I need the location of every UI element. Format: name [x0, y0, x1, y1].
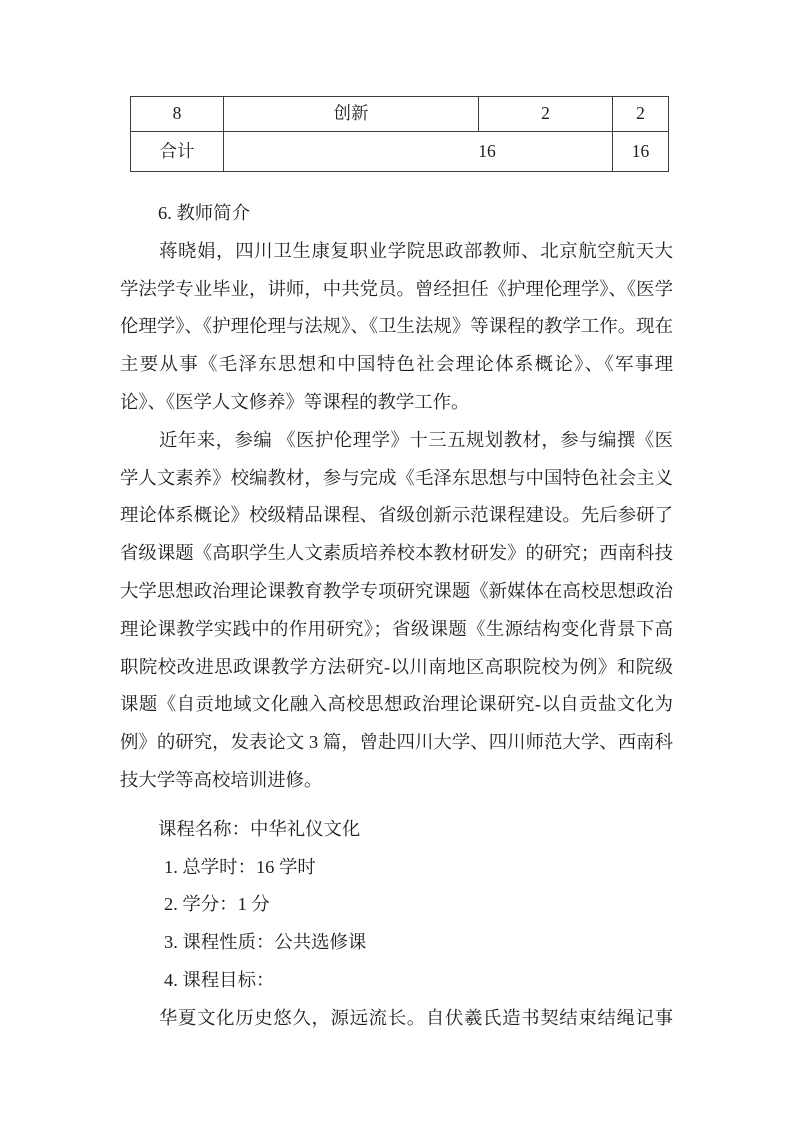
table-cell-hours-sub: 2: [613, 97, 669, 132]
course-goal-first-line: 华夏文化历史悠久，源远流长。自伏羲氏造书契结束结绳记事: [159, 1007, 673, 1028]
table-cell-topic: 创新: [224, 97, 479, 132]
document-body-text: [120, 195, 673, 1038]
course-item-credits: 2. 学分：1 分: [164, 894, 270, 915]
paragraph-spacer: [120, 800, 673, 811]
course-item-total-hours: 1. 总学时：16 学时: [164, 856, 316, 877]
table-cell-total-hours: [224, 132, 613, 172]
table-cell-number: 8: [131, 97, 224, 132]
course-hours-table: [130, 96, 669, 172]
total-hours-value: 16: [478, 140, 496, 161]
teacher-research-paragraph: 近年来，参编 《医护伦理学》十三五规划教材，参与编撰《医学人文素养》校编教材，参与完成《毛泽东思想与中国特色社会主义理论体系概论》校级精品课程、省级创新示范课程建设。先后参研了省级课题《高职学生人文素质培养校本教材研发》的研究；西南科技大学思想政治理论课教育教学专项研究课题《新媒体在高校思想政治理论课教学实践中的作用研究》；省级课题《生源结构变化背景下高职院校改进思政课教学方法研究-以川南地区高职院校为例》和院级课题《自贡地域文化融入高校思想政治理论课研究-以自贡盐文化为例》的研究，发表论文 3 篇，曾赴四川大学、四川师范大学、西南科技大学等高校培训进修。: [120, 429, 673, 790]
table-row: [131, 97, 669, 132]
table-row-total: [131, 132, 669, 172]
table-cell-total-label: 合计: [131, 132, 224, 172]
course-name-line: 课程名称：中华礼仪文化: [158, 818, 361, 839]
course-item-nature: 3. 课程性质：公共选修课: [164, 932, 367, 953]
teacher-intro-paragraph: 蒋晓娟，四川卫生康复职业学院思政部教师、北京航空航天大学法学专业毕业，讲师，中共党员。曾经担任《护理伦理学》、《医学伦理学》、《护理伦理与法规》、《卫生法规》等课程的教学工作。现在主要从事《毛泽东思想和中国特色社会理论体系概论》、《军事理论》、《医学人文修养》等课程的教学工作。: [120, 240, 673, 412]
table-cell-hours: 2: [479, 97, 613, 132]
course-item-goal-heading: 4. 课程目标：: [164, 969, 275, 990]
table-cell-total-hours-sub: 16: [613, 132, 669, 172]
teacher-intro-heading: 6. 教师简介: [158, 203, 250, 223]
